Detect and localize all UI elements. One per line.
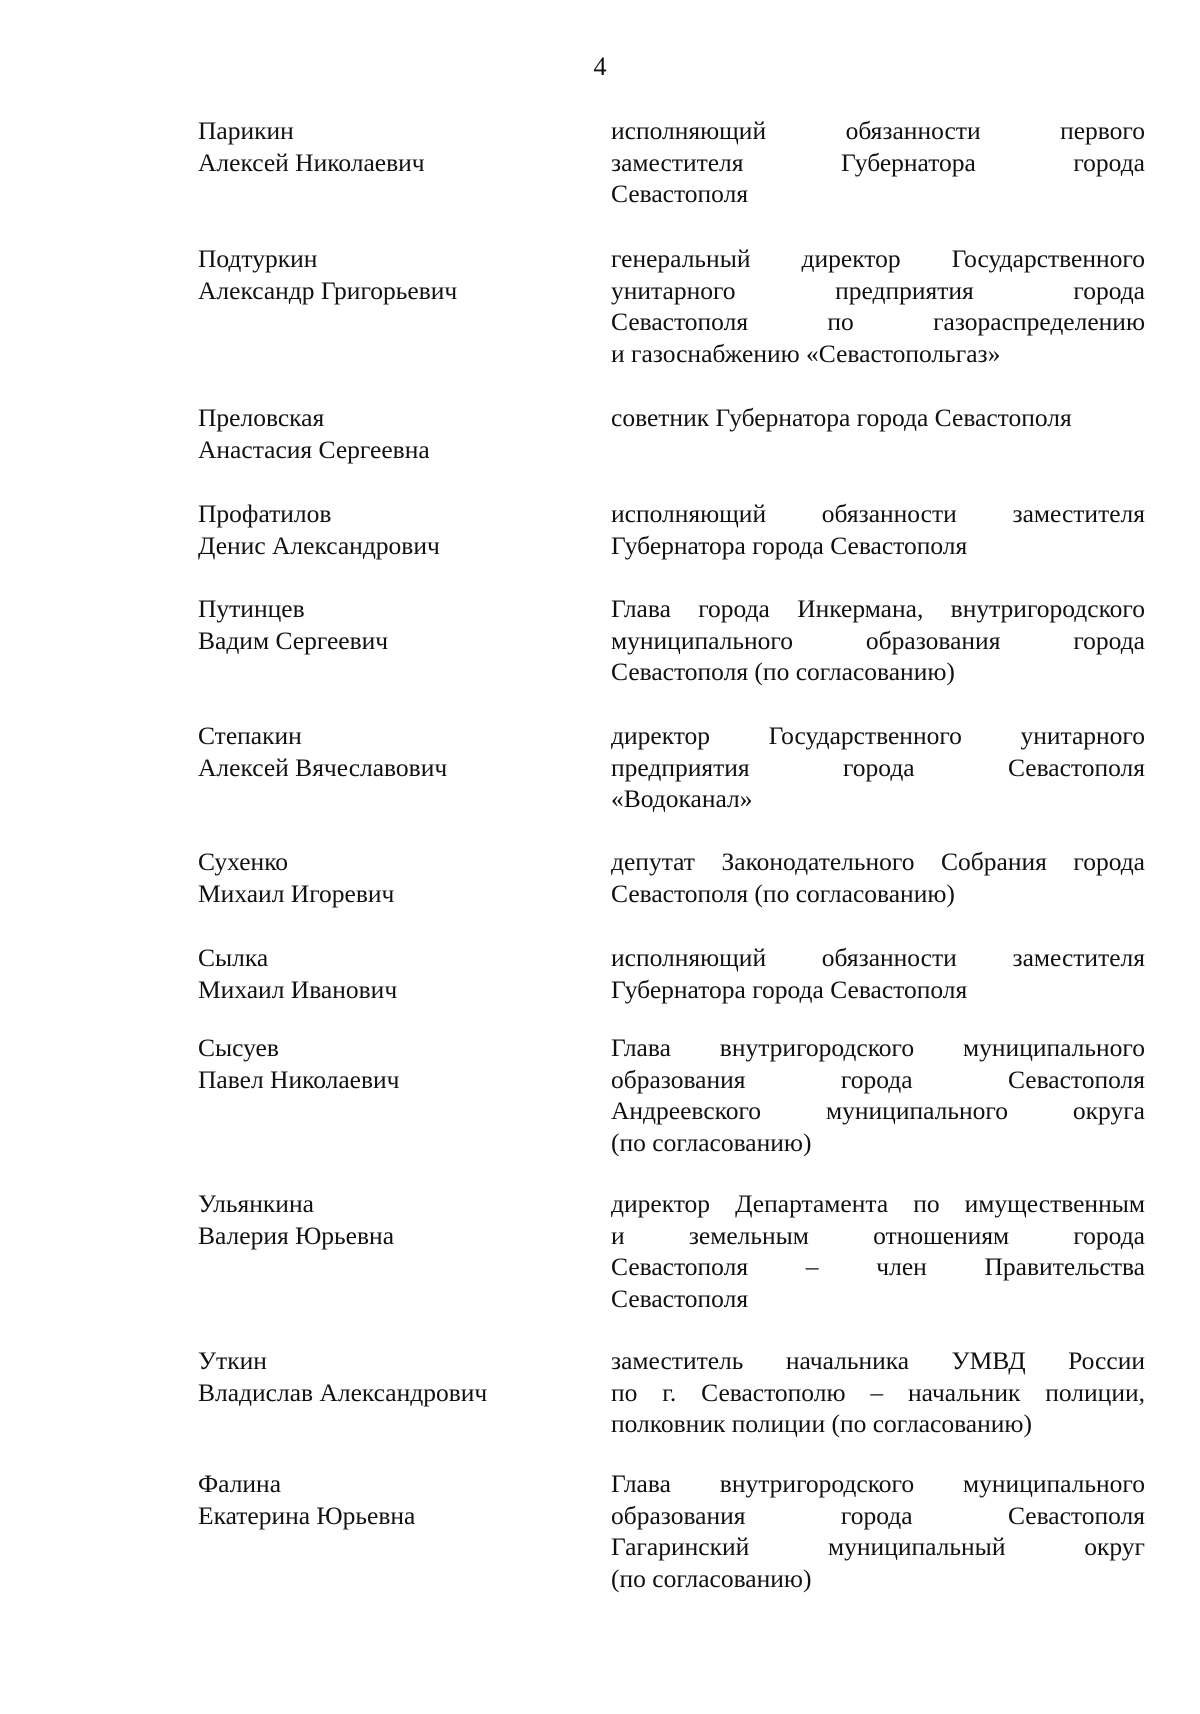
position-line: Андреевского муниципального округа [611, 1096, 1145, 1125]
position-line: и земельным отношениям города [611, 1220, 1145, 1250]
position-line: предприятия города Севастополя [611, 752, 1145, 782]
member-name [198, 846, 578, 909]
position-line: исполняющий обязанности заместителя [611, 499, 1145, 528]
member-name [198, 1188, 578, 1251]
position-line: заместителя Губернатора города [611, 147, 1145, 177]
member-name [198, 402, 578, 465]
member-name [198, 498, 578, 561]
position-line: Губернатора города Севастополя [611, 974, 968, 1004]
member-surname: Сысуев [198, 1033, 279, 1062]
member-position [611, 720, 1145, 815]
member-surname: Профатилов [198, 499, 332, 528]
member-name [198, 1345, 578, 1408]
member-surname: Парикин [198, 116, 294, 145]
member-surname: Сылка [198, 943, 269, 972]
member-given-names: Павел Николаевич [198, 1064, 400, 1094]
member-given-names: Михаил Игоревич [198, 878, 395, 908]
member-given-names: Александр Григорьевич [198, 275, 458, 305]
member-name [198, 593, 578, 656]
member-name [198, 1032, 578, 1095]
page-number: 4 [593, 52, 607, 81]
member-position [611, 1468, 1145, 1594]
position-line: генеральный директор Государственного [611, 244, 1145, 273]
position-line: и газоснабжению «Севастопольгаз» [611, 338, 1001, 368]
member-surname: Ульянкина [198, 1189, 314, 1218]
position-line: образования города Севастополя [611, 1500, 1145, 1530]
position-line: Севастополя (по согласованию) [611, 657, 955, 686]
position-line: Севастополя по газораспределению [611, 307, 1145, 336]
position-line: Глава внутригородского муниципального [611, 1469, 1145, 1498]
member-position [611, 1188, 1145, 1314]
member-surname: Сухенко [198, 847, 289, 876]
member-position [611, 498, 1145, 561]
position-line: Губернатора города Севастополя [611, 530, 968, 560]
position-line: «Водоканал» [611, 784, 753, 813]
member-given-names: Алексей Николаевич [198, 147, 425, 177]
position-line: Севастополя (по согласованию) [611, 878, 955, 908]
member-given-names: Анастасия Сергеевна [198, 434, 430, 464]
member-position [611, 942, 1145, 1005]
position-line: Севастополя [611, 179, 749, 208]
position-line: Гагаринский муниципальный округ [611, 1532, 1145, 1561]
member-given-names: Екатерина Юрьевна [198, 1500, 416, 1530]
position-line: образования города Севастополя [611, 1064, 1145, 1094]
member-surname: Степакин [198, 721, 302, 750]
member-position [611, 593, 1145, 688]
member-position [611, 846, 1145, 909]
member-given-names: Денис Александрович [198, 530, 440, 560]
position-line: (по согласованию) [611, 1563, 812, 1593]
member-position [611, 243, 1145, 369]
position-line: советник Губернатора города Севастополя [611, 403, 1072, 432]
position-line: унитарного предприятия города [611, 275, 1145, 305]
position-line: директор Департамента по имущественным [611, 1189, 1145, 1218]
position-line: исполняющий обязанности заместителя [611, 943, 1145, 972]
member-surname: Подтуркин [198, 244, 318, 273]
member-name [198, 720, 578, 783]
position-line: депутат Законодательного Собрания города [611, 847, 1145, 876]
member-given-names: Вадим Сергеевич [198, 625, 389, 655]
position-line: исполняющий обязанности первого [611, 116, 1145, 145]
member-position [611, 115, 1145, 210]
member-given-names: Владислав Александрович [198, 1377, 488, 1407]
member-given-names: Алексей Вячеславович [198, 752, 448, 782]
member-position [611, 1032, 1145, 1158]
position-line: директор Государственного унитарного [611, 721, 1145, 750]
position-line: Глава внутригородского муниципального [611, 1033, 1145, 1062]
member-position [611, 402, 1145, 434]
position-line: Севастополя [611, 1283, 749, 1313]
position-line: по г. Севастополю – начальник полиции, [611, 1377, 1145, 1407]
member-name [198, 115, 578, 178]
member-surname: Путинцев [198, 594, 305, 623]
position-line: Севастополя – член Правительства [611, 1252, 1145, 1281]
member-surname: Преловская [198, 403, 325, 432]
position-line: (по согласованию) [611, 1127, 812, 1157]
position-line: Глава города Инкермана, внутригородского [611, 594, 1145, 623]
member-name [198, 1468, 578, 1531]
member-given-names: Михаил Иванович [198, 974, 398, 1004]
position-line: заместитель начальника УМВД России [611, 1346, 1145, 1375]
member-name [198, 942, 578, 1005]
member-given-names: Валерия Юрьевна [198, 1220, 395, 1250]
member-surname: Фалина [198, 1469, 282, 1498]
position-line: полковник полиции (по согласованию) [611, 1409, 1032, 1438]
member-position [611, 1345, 1145, 1440]
member-name [198, 243, 578, 306]
member-surname: Уткин [198, 1346, 267, 1375]
position-line: муниципального образования города [611, 625, 1145, 655]
